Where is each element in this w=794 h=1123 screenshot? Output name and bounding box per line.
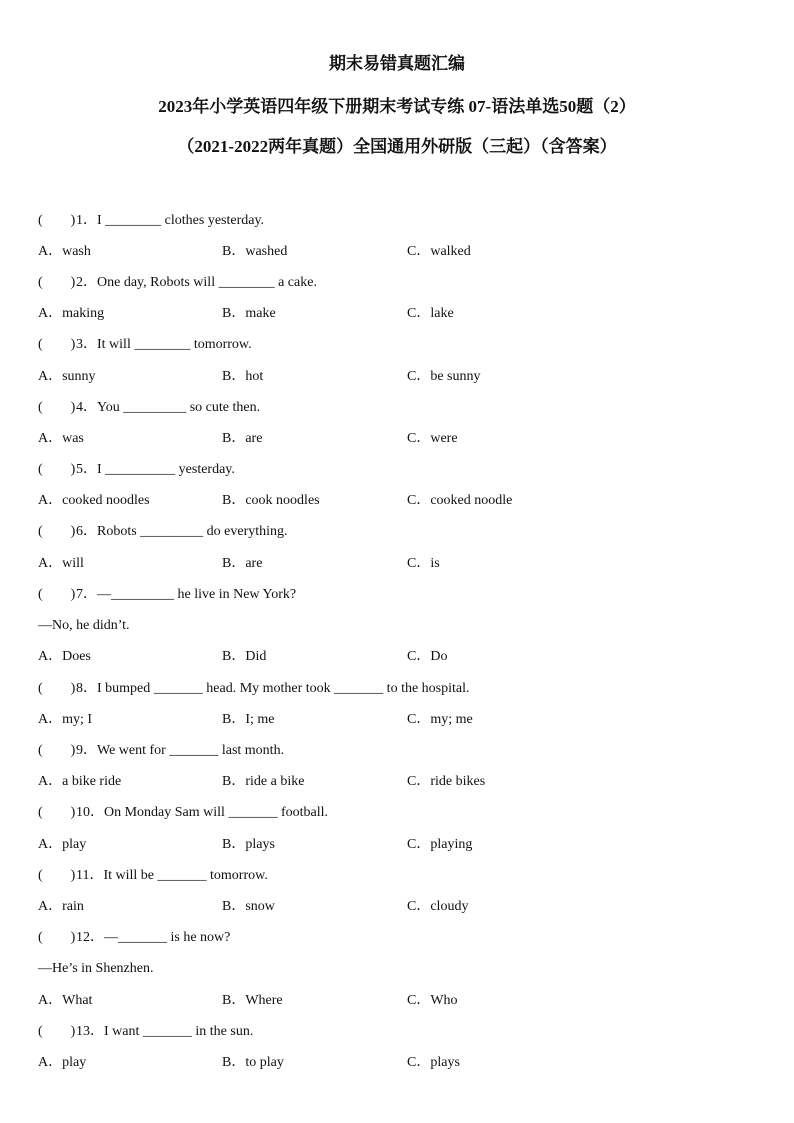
- question-stem: [38, 679, 470, 699]
- doc-title-line-3: （2021-2022两年真题）全国通用外研版（三起）（含答案）: [177, 137, 617, 156]
- option-c: C．ride bikes: [407, 774, 486, 789]
- option-b: B．snow: [222, 899, 275, 914]
- answer-blank: ( ): [38, 337, 76, 352]
- dialogue-answer: —No, he didn’t.: [38, 618, 130, 633]
- option-b: B．ride a bike: [222, 774, 305, 789]
- option-c: C．lake: [407, 306, 454, 321]
- option-b: B．washed: [222, 244, 288, 259]
- option-a: A．play: [38, 1055, 87, 1070]
- option-b: B．cook noodles: [222, 493, 320, 508]
- question-text: 7．—_________ he live in New York?: [76, 587, 297, 602]
- answer-blank: ( ): [38, 213, 76, 228]
- question-text: 1．I ________ clothes yesterday.: [76, 213, 265, 228]
- option-a: A．will: [38, 556, 84, 571]
- answer-blank: ( ): [38, 681, 76, 696]
- question-stem: [38, 585, 296, 605]
- option-a: A．making: [38, 306, 105, 321]
- answer-blank: ( ): [38, 275, 76, 290]
- answer-blank: ( ): [38, 587, 76, 602]
- question-stem: [38, 741, 284, 761]
- option-a: A．play: [38, 837, 87, 852]
- option-c: C．playing: [407, 837, 473, 852]
- doc-title-line-1: 期末易错真题汇编: [329, 54, 465, 73]
- option-c: C．my; me: [407, 712, 473, 727]
- question-text: 12．—_______ is he now?: [76, 930, 231, 945]
- option-c: C．cooked noodle: [407, 493, 513, 508]
- answer-blank: ( ): [38, 462, 76, 477]
- option-b: B．to play: [222, 1055, 284, 1070]
- question-stem: [38, 866, 268, 886]
- answer-blank: ( ): [38, 743, 76, 758]
- question-text: 2．One day, Robots will ________ a cake.: [76, 275, 317, 290]
- option-b: B．Where: [222, 993, 283, 1008]
- question-text: 11．It will be _______ tomorrow.: [76, 868, 268, 883]
- answer-blank: ( ): [38, 868, 76, 883]
- option-c: C．were: [407, 431, 458, 446]
- option-b: B．make: [222, 306, 276, 321]
- question-stem: [38, 928, 230, 948]
- option-a: A．a bike ride: [38, 774, 122, 789]
- question-stem: [38, 211, 264, 231]
- question-text: 5．I __________ yesterday.: [76, 462, 235, 477]
- option-a: A．was: [38, 431, 84, 446]
- question-text: 10．On Monday Sam will _______ football.: [76, 805, 328, 820]
- question-stem: [38, 460, 235, 480]
- option-b: B．hot: [222, 369, 264, 384]
- question-stem: [38, 335, 252, 355]
- answer-blank: ( ): [38, 930, 76, 945]
- option-c: C．Who: [407, 993, 458, 1008]
- question-stem: [38, 803, 328, 823]
- option-b: B．I; me: [222, 712, 275, 727]
- question-stem: [38, 398, 260, 418]
- option-a: A．wash: [38, 244, 91, 259]
- option-c: C．plays: [407, 1055, 460, 1070]
- question-text: 6．Robots _________ do everything.: [76, 524, 288, 539]
- option-a: A．Does: [38, 649, 91, 664]
- question-stem: [38, 1022, 253, 1042]
- answer-blank: ( ): [38, 805, 76, 820]
- question-text: 9．We went for _______ last month.: [76, 743, 285, 758]
- option-c: C．walked: [407, 244, 471, 259]
- option-a: A．rain: [38, 899, 84, 914]
- question-text: 3．It will ________ tomorrow.: [76, 337, 252, 352]
- doc-title-line-2: 2023年小学英语四年级下册期末考试专练 07-语法单选50题（2）: [158, 97, 636, 116]
- dialogue-answer: —He’s in Shenzhen.: [38, 961, 154, 976]
- question-stem: [38, 273, 317, 293]
- option-a: A．cooked noodles: [38, 493, 150, 508]
- option-a: A．sunny: [38, 369, 96, 384]
- option-c: C．be sunny: [407, 369, 481, 384]
- option-b: B．plays: [222, 837, 275, 852]
- question-text: 8．I bumped _______ head. My mother took _______ to the hospital.: [76, 681, 470, 696]
- option-c: C．is: [407, 556, 440, 571]
- answer-blank: ( ): [38, 524, 76, 539]
- question-stem: [38, 522, 288, 542]
- option-a: A．my; I: [38, 712, 93, 727]
- answer-blank: ( ): [38, 1024, 76, 1039]
- option-b: B．Did: [222, 649, 267, 664]
- option-b: B．are: [222, 556, 263, 571]
- question-text: 4．You _________ so cute then.: [76, 400, 261, 415]
- option-c: C．Do: [407, 649, 448, 664]
- option-c: C．cloudy: [407, 899, 469, 914]
- question-text: 13．I want _______ in the sun.: [76, 1024, 254, 1039]
- answer-blank: ( ): [38, 400, 76, 415]
- option-b: B．are: [222, 431, 263, 446]
- option-a: A．What: [38, 993, 93, 1008]
